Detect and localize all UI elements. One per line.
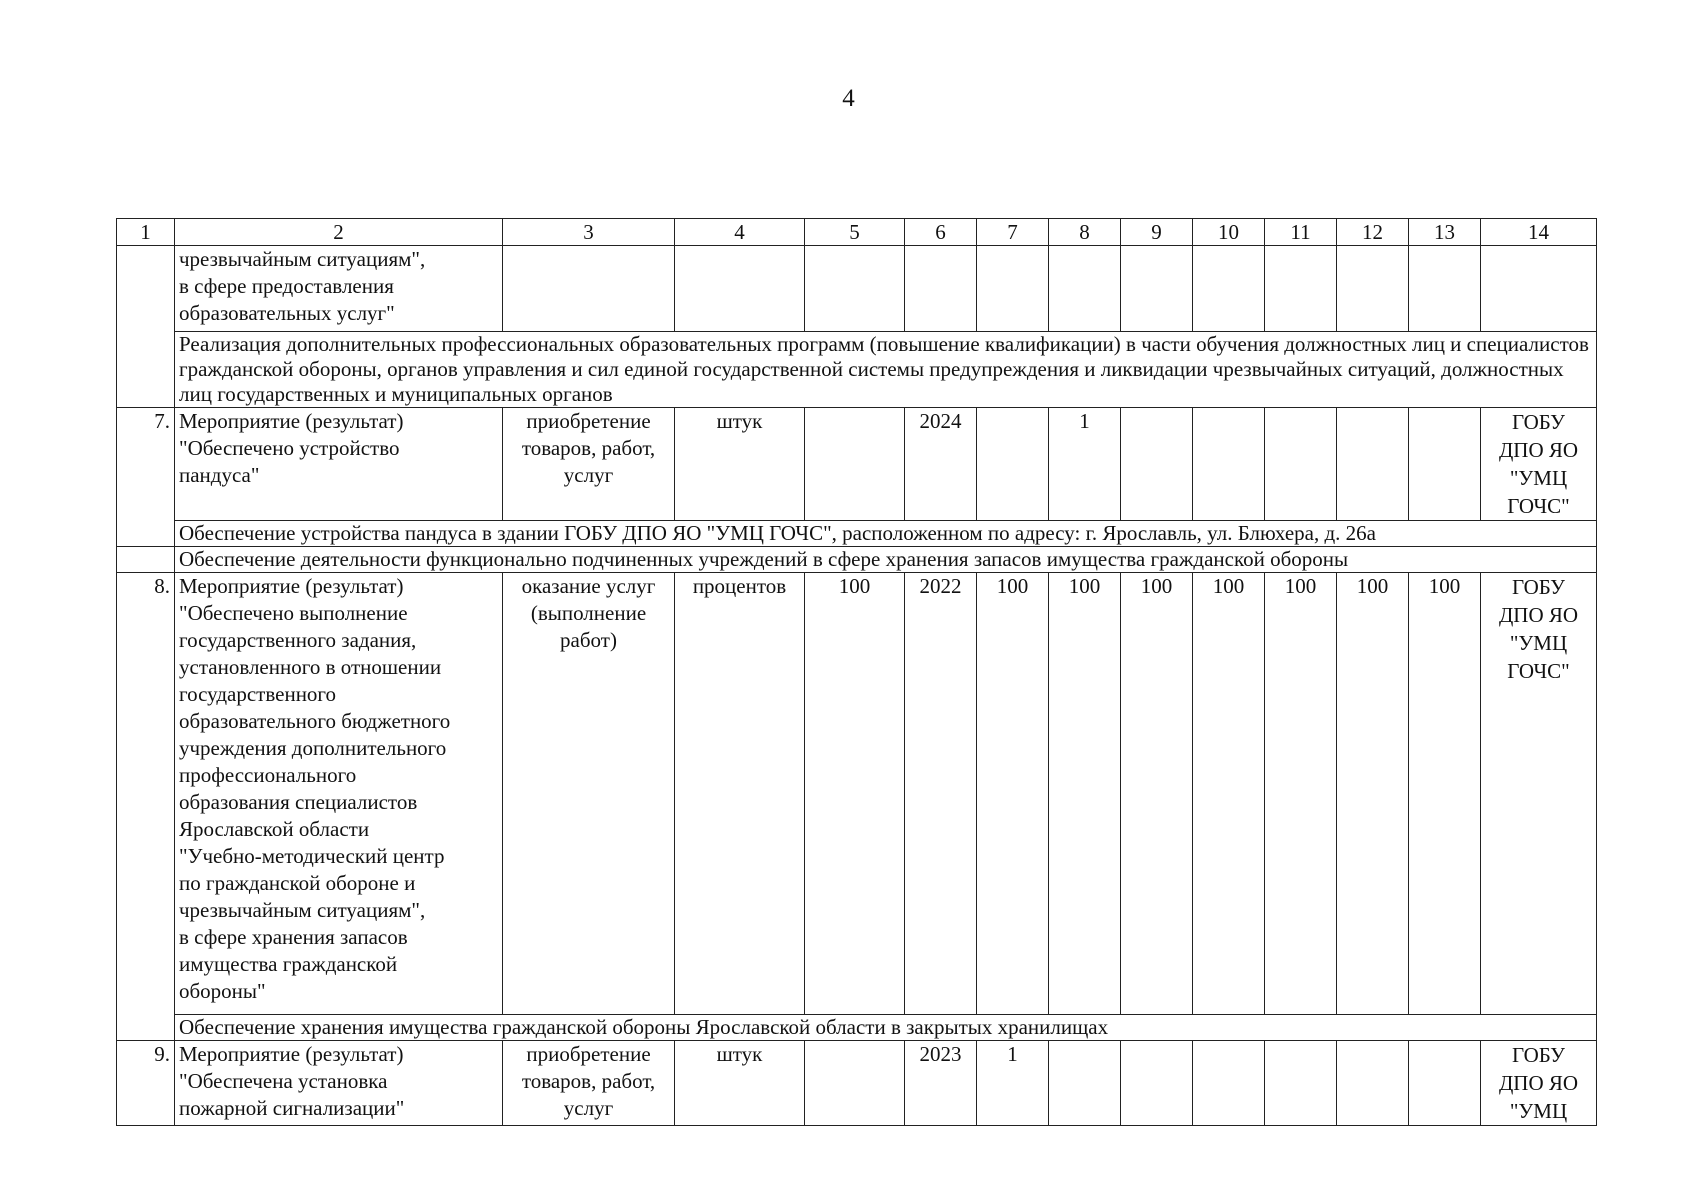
measures-table	[116, 218, 1597, 1126]
table-cell	[1049, 246, 1121, 332]
unit: штук	[675, 1041, 805, 1126]
value-cell	[1121, 408, 1193, 521]
measure-type: приобретение товаров, работ, услуг	[503, 408, 675, 521]
value-cell: 1	[977, 1041, 1049, 1126]
header-cell: 1	[117, 219, 175, 246]
value-cell: 100	[977, 573, 1049, 1015]
measure-name: Мероприятие (результат) "Обеспечено выполнение государственного задания, установленного в отношении государственного образовательного бюджетного учреждения дополнительного профессионального образования специалистов Ярославской области "Учебно-методический центр по гражданской обороне и чрезвычайным ситуациям", в сфере хранения запасов имущества гражданской обороны"	[175, 573, 503, 1015]
header-cell: 7	[977, 219, 1049, 246]
unit: штук	[675, 408, 805, 521]
section-title: Обеспечение деятельности функционально подчиненных учреждений в сфере хранения запасов имущества гражданской обороны	[175, 547, 1597, 573]
header-cell: 10	[1193, 219, 1265, 246]
description-text: Реализация дополнительных профессиональных образовательных программ (повышение квалификации) в части обучения должностных лиц и специалистов гражданской обороны, органов управления и сил единой государственной системы предупреждения и ликвидации чрезвычайных ситуаций, должностных лиц государственных и муниципальных органов	[175, 332, 1597, 408]
unit: процентов	[675, 573, 805, 1015]
table-cell	[503, 246, 675, 332]
description-row	[117, 1015, 1597, 1041]
value-cell	[1049, 1041, 1121, 1126]
header-cell: 3	[503, 219, 675, 246]
table-cell	[1265, 246, 1337, 332]
header-cell: 9	[1121, 219, 1193, 246]
value-cell	[977, 408, 1049, 521]
header-cell: 4	[675, 219, 805, 246]
value-cell	[1193, 408, 1265, 521]
base-year: 2024	[905, 408, 977, 521]
base-year: 2022	[905, 573, 977, 1015]
value-cell: 100	[1337, 573, 1409, 1015]
value-cell	[1409, 1041, 1481, 1126]
value-cell	[1121, 1041, 1193, 1126]
description-text: Обеспечение хранения имущества гражданской обороны Ярославской области в закрытых хранилищах	[175, 1015, 1597, 1041]
measure-type: приобретение товаров, работ, услуг	[503, 1041, 675, 1126]
value-cell	[1409, 408, 1481, 521]
description-row	[117, 521, 1597, 547]
value-cell	[1265, 408, 1337, 521]
value-cell: 100	[1049, 573, 1121, 1015]
measure-name: Мероприятие (результат) "Обеспечено устройство пандуса"	[175, 408, 503, 521]
value-cell: 100	[1121, 573, 1193, 1015]
measure-name: чрезвычайным ситуациям", в сфере предоставления образовательных услуг"	[175, 246, 503, 332]
value-cell: 100	[1193, 573, 1265, 1015]
header-row	[117, 219, 1597, 246]
table-cell	[1121, 246, 1193, 332]
responsible-org: ГОБУ ДПО ЯО "УМЦ	[1481, 1041, 1597, 1126]
measure-name: Мероприятие (результат) "Обеспечена установка пожарной сигнализации"	[175, 1041, 503, 1126]
base-value	[805, 1041, 905, 1126]
value-cell: 100	[1265, 573, 1337, 1015]
table-row	[117, 408, 1597, 521]
row-number: 7.	[117, 408, 175, 547]
table-cell	[1337, 246, 1409, 332]
table-cell	[1193, 246, 1265, 332]
table-row	[117, 246, 1597, 332]
section-row	[117, 547, 1597, 573]
value-cell	[1193, 1041, 1265, 1126]
responsible-org: ГОБУ ДПО ЯО "УМЦ ГОЧС"	[1481, 408, 1597, 521]
header-cell: 13	[1409, 219, 1481, 246]
description-text: Обеспечение устройства пандуса в здании ГОБУ ДПО ЯО "УМЦ ГОЧС", расположенном по адресу: г. Ярославль, ул. Блюхера, д. 26а	[175, 521, 1597, 547]
row-number	[117, 246, 175, 408]
row-number	[117, 547, 175, 573]
row-number: 8.	[117, 573, 175, 1041]
header-cell: 8	[1049, 219, 1121, 246]
table-cell	[905, 246, 977, 332]
header-cell: 11	[1265, 219, 1337, 246]
table-row	[117, 573, 1597, 1015]
value-cell: 100	[1409, 573, 1481, 1015]
table-cell	[805, 246, 905, 332]
base-year: 2023	[905, 1041, 977, 1126]
table-cell	[1409, 246, 1481, 332]
table-cell	[1481, 246, 1597, 332]
table-cell	[675, 246, 805, 332]
value-cell	[1265, 1041, 1337, 1126]
header-cell: 5	[805, 219, 905, 246]
page-number: 4	[842, 85, 855, 112]
responsible-org: ГОБУ ДПО ЯО "УМЦ ГОЧС"	[1481, 573, 1597, 1015]
table-cell	[977, 246, 1049, 332]
header-cell: 6	[905, 219, 977, 246]
row-number: 9.	[117, 1041, 175, 1126]
base-value	[805, 408, 905, 521]
header-cell: 14	[1481, 219, 1597, 246]
header-cell: 12	[1337, 219, 1409, 246]
table-row	[117, 1041, 1597, 1126]
base-value: 100	[805, 573, 905, 1015]
value-cell: 1	[1049, 408, 1121, 521]
header-cell: 2	[175, 219, 503, 246]
value-cell	[1337, 1041, 1409, 1126]
measure-type: оказание услуг (выполнение работ)	[503, 573, 675, 1015]
value-cell	[1337, 408, 1409, 521]
description-row	[117, 332, 1597, 408]
